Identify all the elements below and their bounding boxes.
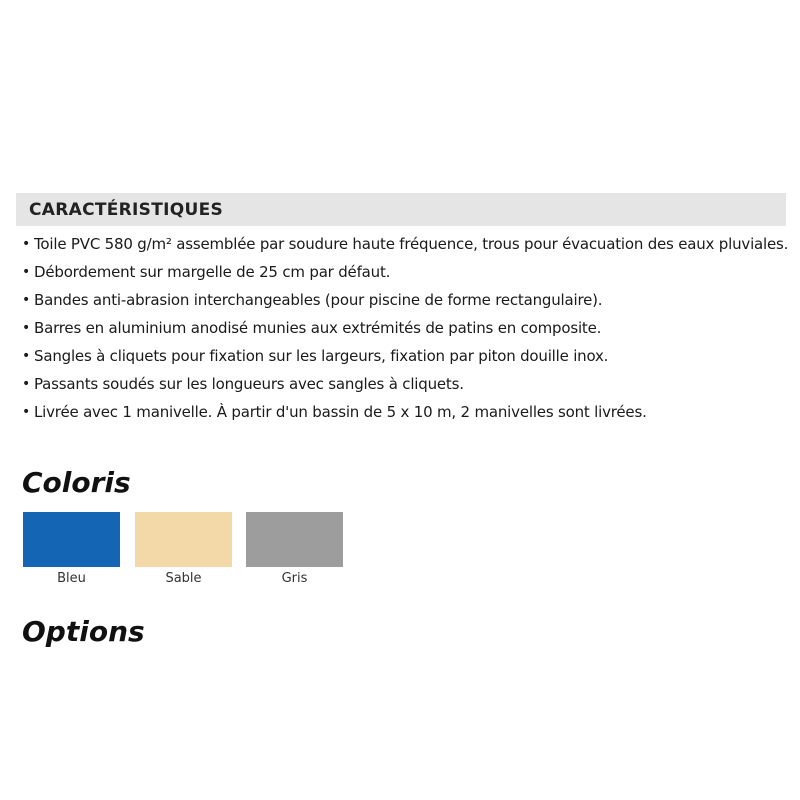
swatch-sable[interactable] <box>135 512 232 567</box>
feature-item: • Débordement sur margelle de 25 cm par défaut. <box>22 262 792 282</box>
feature-item: • Bandes anti-abrasion interchangeables (pour piscine de forme rectangulaire). <box>22 290 792 310</box>
feature-item: • Livrée avec 1 manivelle. À partir d'un bassin de 5 x 10 m, 2 manivelles sont livrées. <box>22 402 792 422</box>
options-title: Options <box>22 615 145 648</box>
swatch-gris[interactable] <box>246 512 343 567</box>
swatch-bleu[interactable] <box>23 512 120 567</box>
swatch-label-gris: Gris <box>281 571 308 586</box>
feature-item: • Passants soudés sur les longueurs avec sangles à cliquets. <box>22 374 792 394</box>
section-title: CARACTÉRISTIQUES <box>29 199 224 220</box>
swatch-label-sable: Sable <box>165 571 202 586</box>
feature-item: • Sangles à cliquets pour fixation sur les largeurs, fixation par piton douille inox. <box>22 346 792 366</box>
coloris-title: Coloris <box>22 466 131 499</box>
swatch-label-bleu: Bleu <box>57 571 86 586</box>
feature-list <box>22 234 792 430</box>
feature-item: • Toile PVC 580 g/m² assemblée par soudure haute fréquence, trous pour évacuation des eaux pluviales. <box>22 234 792 254</box>
options-title-cut <box>22 615 145 648</box>
feature-item: • Barres en aluminium anodisé munies aux extrémités de patins en composite. <box>22 318 792 338</box>
section-header <box>16 193 786 226</box>
